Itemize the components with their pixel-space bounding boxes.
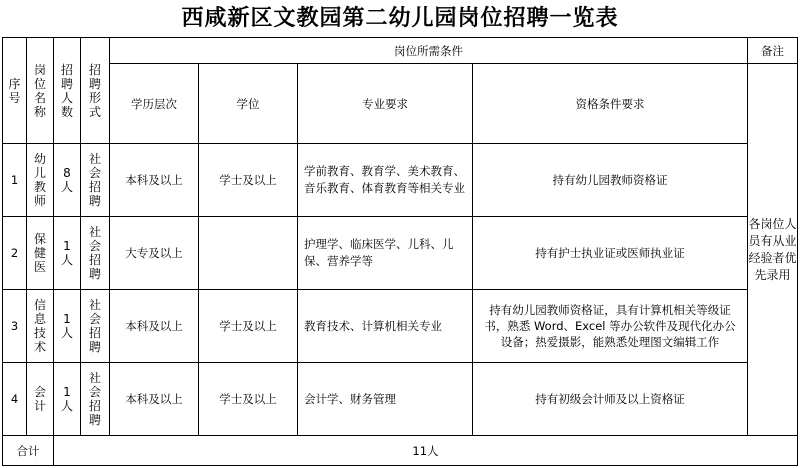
total-row (3, 436, 798, 466)
notes-cell: 各岗位人员有从业经验者优先录用 (748, 64, 798, 436)
header-notes: 备注 (748, 38, 798, 64)
page-title: 西咸新区文教园第二幼儿园岗位招聘一览表 (181, 6, 619, 31)
qualification-cell: 持有护士执业证或医师执业证 (473, 217, 748, 290)
position-cell: 保健医 (27, 217, 54, 290)
major-cell: 护理学、临床医学、儿科、儿保、营养学等 (298, 217, 473, 290)
major-cell: 教育技术、计算机相关专业 (298, 290, 473, 363)
header-conditions: 岗位所需条件 (110, 38, 748, 64)
form-cell: 社会招聘 (81, 363, 110, 436)
degree-cell: 学士及以上 (199, 144, 298, 217)
degree-cell: 学士及以上 (199, 363, 298, 436)
header-major: 专业要求 (298, 64, 473, 144)
table-row (3, 217, 798, 290)
header-qualification: 资格条件要求 (473, 64, 748, 144)
major-cell: 学前教育、教育学、美术教育、音乐教育、体育教育等相关专业 (298, 144, 473, 217)
form-cell: 社会招聘 (81, 217, 110, 290)
header-education: 学历层次 (110, 64, 199, 144)
table-row (3, 144, 798, 217)
major-cell: 会计学、财务管理 (298, 363, 473, 436)
form-cell: 社会招聘 (81, 144, 110, 217)
qualification-cell: 持有初级会计师及以上资格证 (473, 363, 748, 436)
education-cell: 本科及以上 (110, 363, 199, 436)
degree-cell (199, 217, 298, 290)
form-cell: 社会招聘 (81, 290, 110, 363)
header-form: 招聘形式 (81, 38, 110, 144)
header-degree: 学位 (199, 64, 298, 144)
education-cell: 本科及以上 (110, 290, 199, 363)
qualification-cell: 持有幼儿园教师资格证，具有计算机相关等级证书，熟悉 Word、Excel 等办公软件及现代化办公设备；热爱摄影，能熟悉处理图文编辑工作 (473, 290, 748, 363)
qualification-cell: 持有幼儿园教师资格证 (473, 144, 748, 217)
seq-cell: 3 (3, 290, 27, 363)
header-count: 招聘人数 (54, 38, 81, 144)
count-cell: 8人 (54, 144, 81, 217)
header-seq: 序号 (3, 38, 27, 144)
position-cell: 信息技术 (27, 290, 54, 363)
seq-cell: 1 (3, 144, 27, 217)
education-cell: 大专及以上 (110, 217, 199, 290)
total-label: 合计 (3, 436, 54, 466)
seq-cell: 2 (3, 217, 27, 290)
table-row (3, 290, 798, 363)
position-cell: 幼儿教师 (27, 144, 54, 217)
count-cell: 1人 (54, 363, 81, 436)
count-cell: 1人 (54, 217, 81, 290)
education-cell: 本科及以上 (110, 144, 199, 217)
table-row (3, 363, 798, 436)
recruitment-table (2, 37, 798, 466)
position-cell: 会计 (27, 363, 54, 436)
header-position: 岗位名称 (27, 38, 54, 144)
total-value: 11人 (54, 436, 798, 466)
seq-cell: 4 (3, 363, 27, 436)
count-cell: 1人 (54, 290, 81, 363)
degree-cell: 学士及以上 (199, 290, 298, 363)
